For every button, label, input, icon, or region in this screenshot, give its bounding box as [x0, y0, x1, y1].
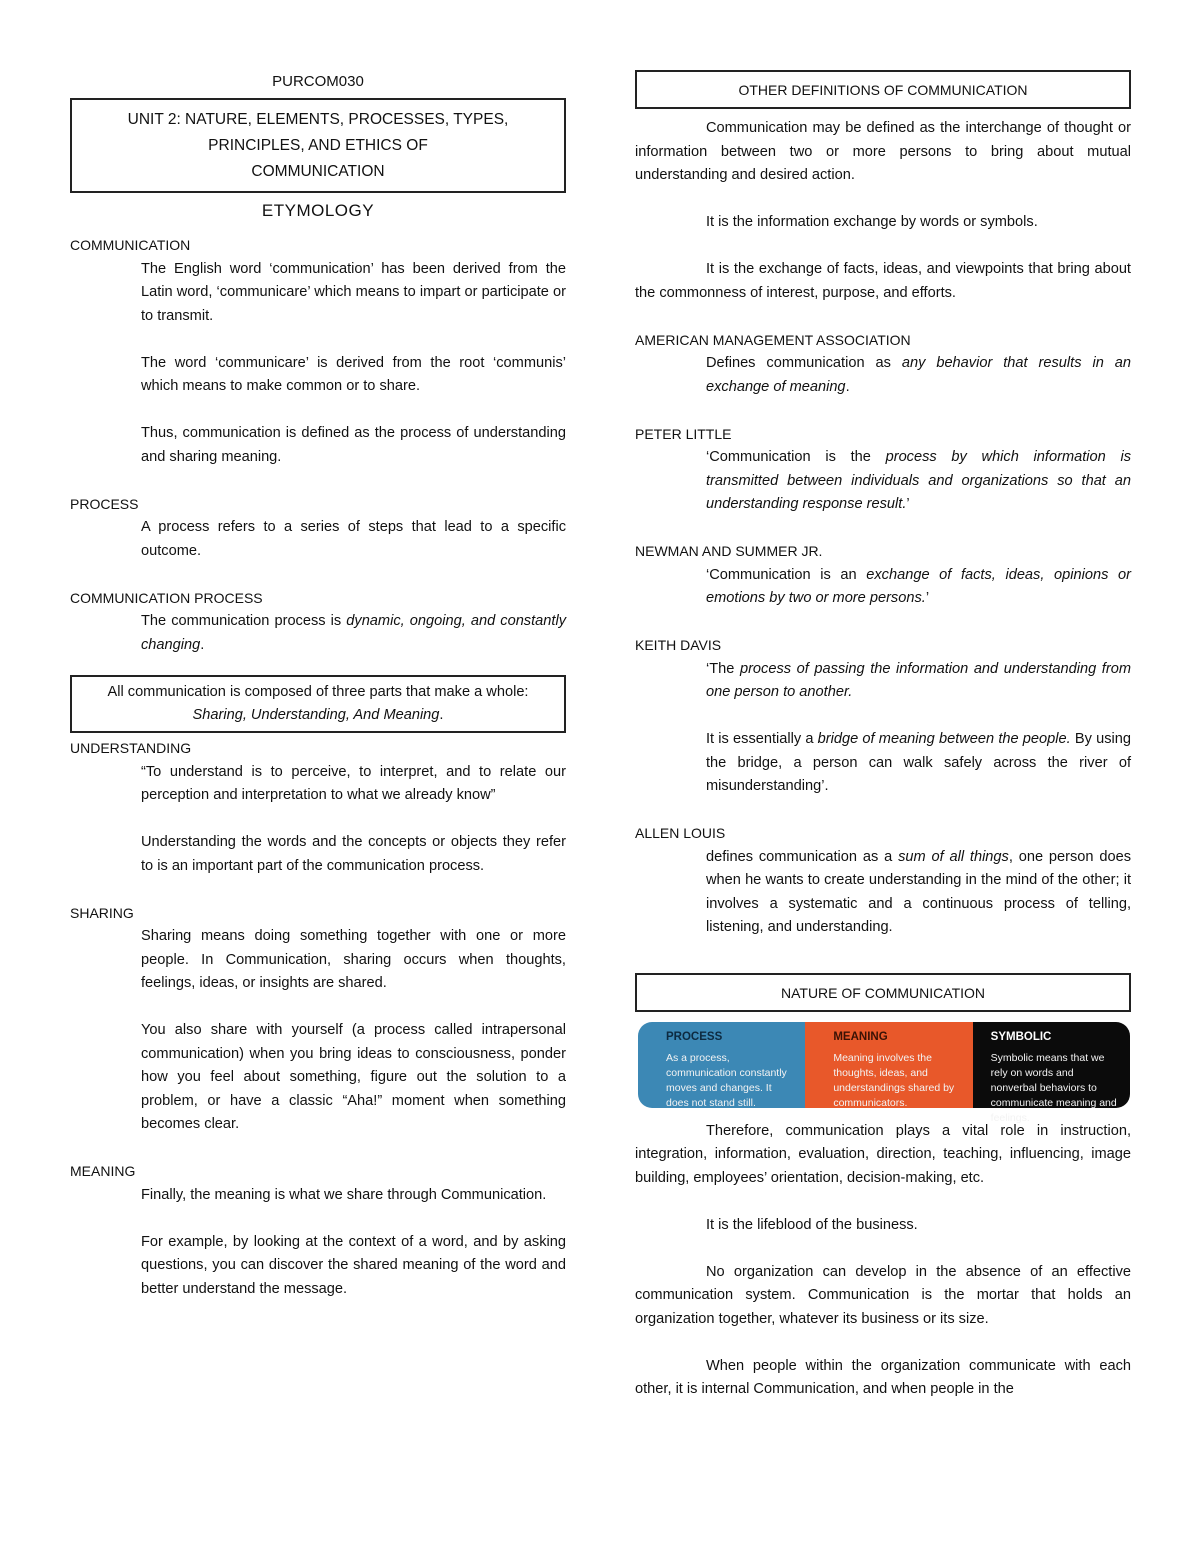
nature-card-process	[638, 1022, 805, 1108]
keith-davis-heading: KEITH DAVIS	[635, 637, 722, 653]
nature-card-meaning	[805, 1022, 972, 1108]
understanding-paragraph: Understanding the words and the concepts or objects they refer to is an important part of the communication process.	[141, 834, 566, 874]
course-code: PURCOM030	[272, 73, 364, 90]
nature-paragraph: When people within the organization communicate with each other, it is internal Communication, and when people in the	[635, 1357, 1131, 1397]
nature-paragraph: Therefore, communication plays a vital role in instruction, integration, information, evaluation, direction, teaching, influencing, image building, employees’ orientation, decision-making, etc.	[635, 1122, 1131, 1186]
communication-process-heading: COMMUNICATION PROCESS	[70, 589, 263, 606]
card-text: Meaning involves the thoughts, ideas, and understandings shared by communicators.	[833, 1051, 955, 1109]
nature-diagram	[638, 1022, 1130, 1124]
etymology-heading: ETYMOLOGY	[261, 200, 375, 220]
sharing-heading: SHARING	[70, 904, 134, 921]
sharing-paragraph: You also share with yourself (a process called intrapersonal communication) when you bring ideas to consciousness, ponder how you feel about something, figure out the solution to a problem, or have a classic “Aha!” moment when something becomes clear.	[141, 1022, 566, 1132]
definition-paragraph: Communication may be defined as the interchange of thought or information between two or more persons to bring about mutual understanding and desired action.	[635, 120, 1131, 183]
keith-davis-paragraph: It is essentially a bridge of meaning between the people. By using the bridge, a person can walk safely across the river of misunderstanding’.	[706, 731, 1131, 794]
card-text: Symbolic means that we rely on words and nonverbal behaviors to communicate meaning and feelings.	[990, 1051, 1117, 1124]
card-title: MEANING	[833, 1030, 888, 1043]
ama-paragraph: Defines communication as any behavior that results in an exchange of meaning.	[706, 355, 1131, 395]
meaning-heading: MEANING	[70, 1163, 136, 1179]
peter-little-paragraph: ‘Communication is the process by which information is transmitted between individuals and organizations so that an understanding response result.’	[706, 449, 1131, 512]
card-title: PROCESS	[666, 1030, 723, 1043]
keith-davis-paragraph: ‘The process of passing the information and understanding from one person to another.	[706, 660, 1131, 700]
unit-title-line: UNIT 2: NATURE, ELEMENTS, PROCESSES, TYPES,	[127, 110, 509, 128]
process-paragraph: A process refers to a series of steps that lead to a specific outcome.	[141, 519, 566, 559]
nature-heading: NATURE OF COMMUNICATION	[635, 973, 1131, 1012]
allen-louis-paragraph: defines communication as a sum of all things, one person does when he wants to create understanding in the mind of the other; it involves a systematic and a continuous process of telling, listening, and understanding.	[706, 848, 1132, 935]
nature-card-symbolic	[973, 1022, 1130, 1124]
newman-heading: NEWMAN AND SUMMER JR.	[635, 543, 823, 559]
peter-little-heading: PETER LITTLE	[635, 425, 732, 442]
definition-paragraph: It is the information exchange by words or symbols.	[706, 214, 1038, 230]
definition-paragraph: It is the exchange of facts, ideas, and viewpoints that bring about the commonness of interest, purpose, and efforts.	[635, 261, 1131, 301]
sharing-paragraph: Sharing means doing something together with one or more people. In Communication, sharing occurs when thoughts, feelings, ideas, or insights are shared.	[141, 928, 566, 991]
other-definitions-heading: OTHER DEFINITIONS OF COMMUNICATION	[635, 70, 1131, 109]
unit-title-box	[70, 98, 566, 193]
understanding-paragraph: “To understand is to perceive, to interpret, and to relate our perception and interpretation to what we already know”	[141, 763, 566, 803]
nature-paragraph: No organization can develop in the absence of an effective communication system. Communication is the mortar that holds an organization together, whatever its business or its size.	[635, 1263, 1131, 1327]
communication-heading: COMMUNICATION	[70, 237, 191, 253]
meaning-paragraph: Finally, the meaning is what we share through Communication.	[141, 1186, 547, 1203]
summary-box: All communication is composed of three parts that make a whole: Sharing, Understanding, And Meaning.	[70, 675, 566, 733]
ama-heading: AMERICAN MANAGEMENT ASSOCIATION	[635, 331, 911, 348]
communication-paragraph: The English word ‘communication’ has been derived from the Latin word, ‘communicare’ which means to impart or participate or to transmit.	[141, 260, 566, 324]
nature-paragraph: It is the lifeblood of the business.	[706, 1216, 918, 1233]
card-text: As a process, communication constantly moves and changes. It does not stand still.	[666, 1051, 787, 1109]
card-title: SYMBOLIC	[990, 1030, 1052, 1043]
communication-paragraph: The word ‘communicare’ is derived from the root ‘communis’ which means to make common or to share.	[141, 354, 566, 394]
process-heading: PROCESS	[70, 495, 139, 512]
newman-paragraph: ‘Communication is an exchange of facts, ideas, opinions or emotions by two or more persons.’	[706, 566, 1131, 606]
left-column	[70, 70, 566, 1301]
communication-process-paragraph: The communication process is dynamic, ongoing, and constantly changing.	[141, 613, 566, 653]
meaning-paragraph: For example, by looking at the context of a word, and by asking questions, you can discover the shared meaning of the word and better understand the message.	[141, 1233, 566, 1297]
communication-paragraph: Thus, communication is defined as the process of understanding and sharing meaning.	[141, 425, 566, 465]
understanding-heading: UNDERSTANDING	[70, 740, 192, 756]
unit-title-line: COMMUNICATION	[251, 162, 385, 180]
right-column	[635, 70, 1131, 1402]
unit-title-line: PRINCIPLES, AND ETHICS OF	[208, 136, 428, 154]
allen-louis-heading: ALLEN LOUIS	[635, 825, 726, 841]
